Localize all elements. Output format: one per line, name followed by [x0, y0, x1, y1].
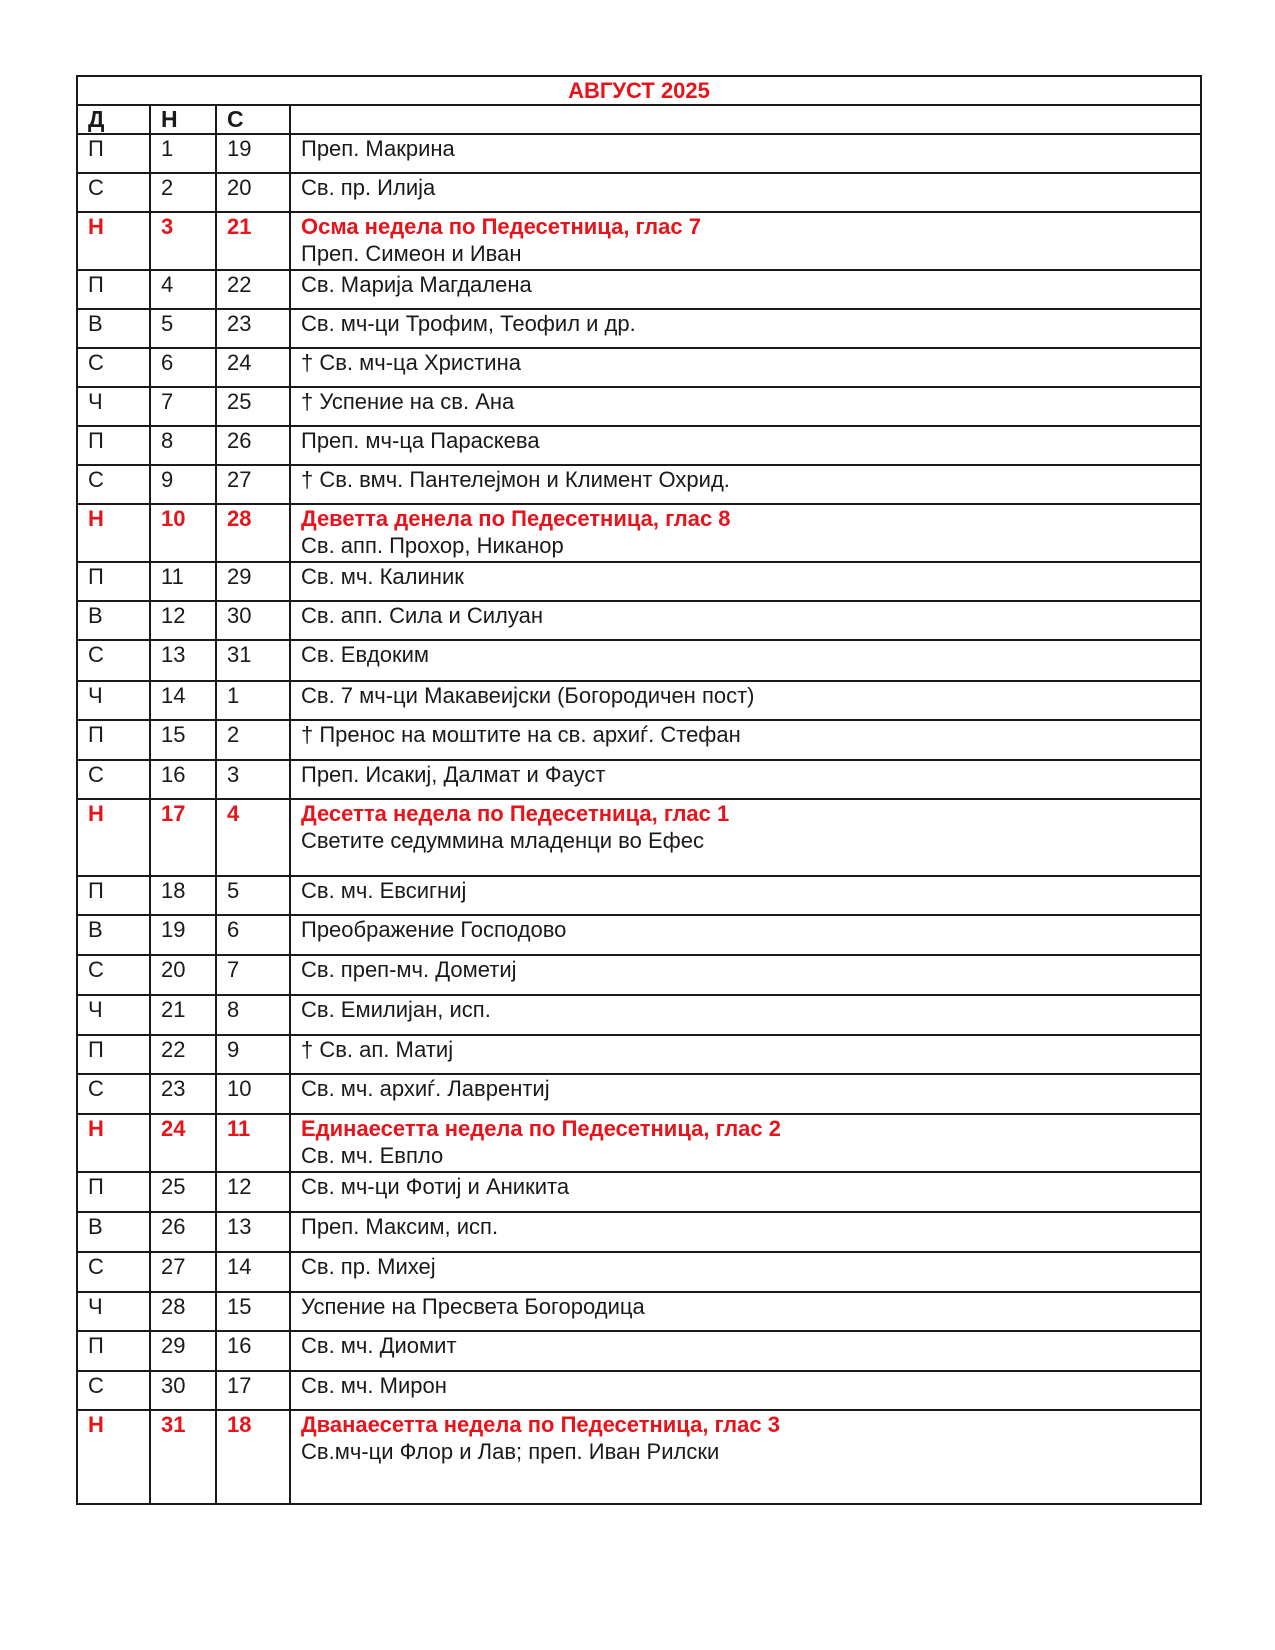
old-style-date-cell: 9	[216, 1035, 290, 1074]
day-row	[77, 720, 1201, 760]
new-style-date-cell: 28	[150, 1292, 216, 1331]
feast-text: Св. мч. Мирон	[301, 1373, 447, 1398]
feast-cell	[290, 799, 1201, 876]
new-style-date-cell: 27	[150, 1252, 216, 1292]
new-style-date-cell: 12	[150, 601, 216, 640]
feast-text: Св. пр. Илија	[301, 175, 436, 200]
new-style-date-cell: 15	[150, 720, 216, 760]
day-row	[77, 681, 1201, 720]
feast-cell	[290, 995, 1201, 1035]
feast-cell	[290, 465, 1201, 504]
day-row	[77, 1371, 1201, 1410]
feast-text: Св. Марија Магдалена	[301, 272, 532, 297]
new-style-date-cell: 3	[150, 212, 216, 270]
new-style-date-cell: 17	[150, 799, 216, 876]
feast-cell	[290, 601, 1201, 640]
weekday-cell: Ч	[77, 995, 150, 1035]
feast-text: Св. апп. Сила и Силуан	[301, 603, 543, 628]
day-row	[77, 1331, 1201, 1371]
weekday-cell: В	[77, 1212, 150, 1252]
feast-cell	[290, 1212, 1201, 1252]
day-row	[77, 562, 1201, 601]
feast-cell	[290, 309, 1201, 348]
new-style-date-cell: 18	[150, 876, 216, 915]
old-style-date-cell: 18	[216, 1410, 290, 1504]
day-row	[77, 387, 1201, 426]
new-style-date-cell: 31	[150, 1410, 216, 1504]
calendar-body	[77, 76, 1201, 1504]
weekday-cell: Ч	[77, 387, 150, 426]
new-style-date-cell: 22	[150, 1035, 216, 1074]
old-style-date-cell: 29	[216, 562, 290, 601]
feast-text: Осма недела по Педесетница, глас 7	[301, 214, 701, 239]
day-row	[77, 348, 1201, 387]
feast-cell	[290, 1252, 1201, 1292]
new-style-date-cell: 10	[150, 504, 216, 562]
day-row	[77, 212, 1201, 270]
new-style-date-cell: 26	[150, 1212, 216, 1252]
weekday-cell: П	[77, 134, 150, 173]
feast-cell	[290, 426, 1201, 465]
old-style-date-cell: 5	[216, 876, 290, 915]
new-style-date-cell: 11	[150, 562, 216, 601]
old-style-date-cell: 11	[216, 1114, 290, 1172]
feast-cell	[290, 681, 1201, 720]
weekday-cell: С	[77, 1074, 150, 1114]
weekday-cell: Ч	[77, 681, 150, 720]
weekday-cell: П	[77, 876, 150, 915]
feast-subtext: Св. мч. Евпло	[301, 1143, 444, 1168]
weekday-cell: С	[77, 760, 150, 799]
new-style-date-cell: 5	[150, 309, 216, 348]
new-style-date-cell: 8	[150, 426, 216, 465]
old-style-date-cell: 13	[216, 1212, 290, 1252]
new-style-date-cell: 24	[150, 1114, 216, 1172]
feast-text: Преп. Исакиј, Далмат и Фауст	[301, 762, 606, 787]
weekday-cell: С	[77, 955, 150, 995]
old-style-date-cell: 26	[216, 426, 290, 465]
day-row	[77, 1292, 1201, 1331]
header-old-style-col: С	[216, 105, 290, 134]
weekday-cell: С	[77, 348, 150, 387]
new-style-date-cell: 20	[150, 955, 216, 995]
feast-text: Преп. Макрина	[301, 136, 455, 161]
day-row	[77, 1172, 1201, 1212]
new-style-date-cell: 16	[150, 760, 216, 799]
feast-cell	[290, 1114, 1201, 1172]
day-row	[77, 640, 1201, 681]
old-style-date-cell: 20	[216, 173, 290, 212]
day-row	[77, 1212, 1201, 1252]
feast-cell	[290, 955, 1201, 995]
header-new-style-col: Н	[150, 105, 216, 134]
weekday-cell: С	[77, 173, 150, 212]
weekday-cell: Н	[77, 1114, 150, 1172]
day-row	[77, 1410, 1201, 1504]
feast-text: Десетта недела по Педесетница, глас 1	[301, 801, 730, 826]
old-style-date-cell: 1	[216, 681, 290, 720]
weekday-cell: П	[77, 1331, 150, 1371]
day-row	[77, 876, 1201, 915]
feast-text: Св. пр. Михеј	[301, 1254, 436, 1279]
feast-text: Единаесетта недела по Педесетница, глас 2	[301, 1116, 781, 1141]
feast-subtext: Светите седуммина младенци во Ефес	[301, 828, 704, 853]
feast-cell	[290, 173, 1201, 212]
day-row	[77, 601, 1201, 640]
feast-cell	[290, 915, 1201, 955]
calendar-table	[76, 75, 1202, 1505]
weekday-cell: С	[77, 465, 150, 504]
weekday-cell: С	[77, 1252, 150, 1292]
day-row	[77, 1252, 1201, 1292]
weekday-cell: П	[77, 1035, 150, 1074]
feast-cell	[290, 134, 1201, 173]
old-style-date-cell: 23	[216, 309, 290, 348]
old-style-date-cell: 24	[216, 348, 290, 387]
day-row	[77, 1035, 1201, 1074]
feast-text: Св. мч-ци Фотиј и Аникита	[301, 1174, 570, 1199]
feast-cell	[290, 640, 1201, 681]
old-style-date-cell: 2	[216, 720, 290, 760]
weekday-cell: Н	[77, 1410, 150, 1504]
feast-cell	[290, 1074, 1201, 1114]
day-row	[77, 955, 1201, 995]
new-style-date-cell: 23	[150, 1074, 216, 1114]
weekday-cell: С	[77, 640, 150, 681]
weekday-cell: Ч	[77, 1292, 150, 1331]
new-style-date-cell: 7	[150, 387, 216, 426]
feast-text: Св. мч. Калиник	[301, 564, 464, 589]
weekday-cell: В	[77, 309, 150, 348]
feast-text: Св. Емилијан, исп.	[301, 997, 491, 1022]
old-style-date-cell: 12	[216, 1172, 290, 1212]
old-style-date-cell: 19	[216, 134, 290, 173]
feast-cell	[290, 1410, 1201, 1504]
day-row	[77, 270, 1201, 309]
weekday-cell: В	[77, 915, 150, 955]
new-style-date-cell: 29	[150, 1331, 216, 1371]
weekday-cell: П	[77, 270, 150, 309]
feast-text: † Св. вмч. Пантелејмон и Климент Охрид.	[301, 467, 730, 492]
day-row	[77, 173, 1201, 212]
weekday-cell: П	[77, 426, 150, 465]
new-style-date-cell: 2	[150, 173, 216, 212]
feast-text: Св. Евдоким	[301, 642, 430, 667]
feast-text: Преп. мч-ца Параскева	[301, 428, 540, 453]
day-row	[77, 1074, 1201, 1114]
feast-text: Св. 7 мч-ци Макавеијски (Богородичен пост)	[301, 683, 755, 708]
feast-text: Преп. Максим, исп.	[301, 1214, 499, 1239]
old-style-date-cell: 28	[216, 504, 290, 562]
old-style-date-cell: 25	[216, 387, 290, 426]
feast-cell	[290, 760, 1201, 799]
weekday-cell: П	[77, 562, 150, 601]
feast-cell	[290, 1371, 1201, 1410]
header-feast-col	[290, 105, 1201, 134]
old-style-date-cell: 10	[216, 1074, 290, 1114]
new-style-date-cell: 6	[150, 348, 216, 387]
feast-cell	[290, 1292, 1201, 1331]
header-day-col: Д	[77, 105, 150, 134]
feast-text: Св. преп-мч. Дометиј	[301, 957, 517, 982]
feast-text: † Успение на св. Ана	[301, 389, 515, 414]
old-style-date-cell: 8	[216, 995, 290, 1035]
day-row	[77, 995, 1201, 1035]
new-style-date-cell: 13	[150, 640, 216, 681]
month-title: АВГУСТ 2025	[77, 76, 1201, 105]
old-style-date-cell: 14	[216, 1252, 290, 1292]
old-style-date-cell: 17	[216, 1371, 290, 1410]
feast-cell	[290, 504, 1201, 562]
day-row	[77, 799, 1201, 876]
new-style-date-cell: 25	[150, 1172, 216, 1212]
new-style-date-cell: 1	[150, 134, 216, 173]
new-style-date-cell: 21	[150, 995, 216, 1035]
day-row	[77, 134, 1201, 173]
feast-text: † Св. мч-ца Христина	[301, 350, 521, 375]
weekday-cell: Н	[77, 504, 150, 562]
feast-cell	[290, 562, 1201, 601]
old-style-date-cell: 4	[216, 799, 290, 876]
old-style-date-cell: 30	[216, 601, 290, 640]
new-style-date-cell: 19	[150, 915, 216, 955]
feast-text: † Св. ап. Матиј	[301, 1037, 454, 1062]
new-style-date-cell: 30	[150, 1371, 216, 1410]
feast-subtext: Св.мч-ци Флор и Лав; преп. Иван Рилски	[301, 1439, 720, 1464]
weekday-cell: С	[77, 1371, 150, 1410]
day-row	[77, 915, 1201, 955]
header-row	[77, 105, 1201, 134]
feast-subtext: Св. апп. Прохор, Никанор	[301, 533, 564, 558]
old-style-date-cell: 22	[216, 270, 290, 309]
title-row	[77, 76, 1201, 105]
old-style-date-cell: 6	[216, 915, 290, 955]
feast-cell	[290, 1035, 1201, 1074]
feast-cell	[290, 212, 1201, 270]
feast-text: Св. мч-ци Трофим, Теофил и др.	[301, 311, 636, 336]
day-row	[77, 426, 1201, 465]
feast-cell	[290, 876, 1201, 915]
weekday-cell: П	[77, 720, 150, 760]
feast-cell	[290, 348, 1201, 387]
feast-text: Преображение Господово	[301, 917, 567, 942]
feast-text: Св. мч. Диомит	[301, 1333, 457, 1358]
old-style-date-cell: 27	[216, 465, 290, 504]
feast-text: Св. мч. Евсигниј	[301, 878, 467, 903]
weekday-cell: П	[77, 1172, 150, 1212]
feast-subtext: Преп. Симеон и Иван	[301, 241, 522, 266]
feast-text: Св. мч. архиѓ. Лаврентиј	[301, 1076, 550, 1101]
feast-text: Деветта денела по Педесетница, глас 8	[301, 506, 731, 531]
day-row	[77, 465, 1201, 504]
feast-text: † Пренос на моштите на св. архиѓ. Стефан	[301, 722, 741, 747]
feast-cell	[290, 270, 1201, 309]
old-style-date-cell: 15	[216, 1292, 290, 1331]
old-style-date-cell: 7	[216, 955, 290, 995]
new-style-date-cell: 4	[150, 270, 216, 309]
feast-cell	[290, 387, 1201, 426]
feast-cell	[290, 1172, 1201, 1212]
day-row	[77, 1114, 1201, 1172]
weekday-cell: В	[77, 601, 150, 640]
old-style-date-cell: 16	[216, 1331, 290, 1371]
weekday-cell: Н	[77, 212, 150, 270]
weekday-cell: Н	[77, 799, 150, 876]
feast-cell	[290, 1331, 1201, 1371]
feast-text: Успение на Пресвета Богородица	[301, 1294, 645, 1319]
new-style-date-cell: 14	[150, 681, 216, 720]
feast-text: Дванаесетта недела по Педесетница, глас 3	[301, 1412, 780, 1437]
old-style-date-cell: 3	[216, 760, 290, 799]
day-row	[77, 760, 1201, 799]
old-style-date-cell: 31	[216, 640, 290, 681]
new-style-date-cell: 9	[150, 465, 216, 504]
day-row	[77, 309, 1201, 348]
feast-cell	[290, 720, 1201, 760]
day-row	[77, 504, 1201, 562]
old-style-date-cell: 21	[216, 212, 290, 270]
